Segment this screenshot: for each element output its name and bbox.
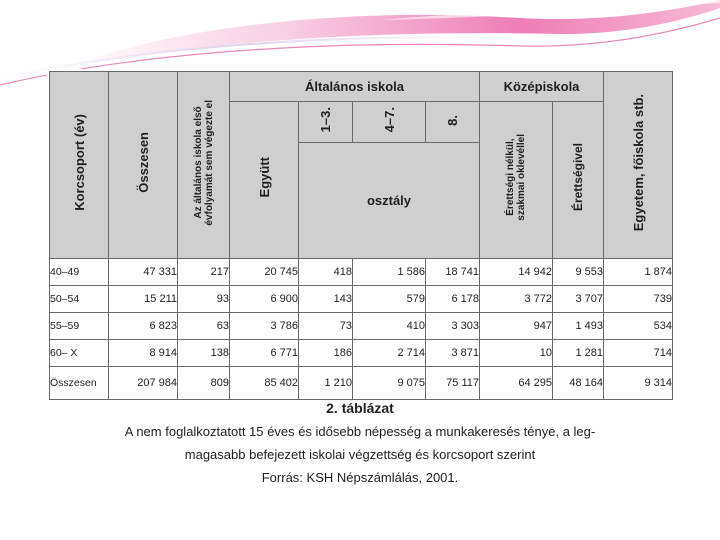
table-cell: 186 — [299, 340, 353, 367]
caption-source: Forrás: KSH Népszámlálás, 2001. — [261, 470, 459, 485]
table-cell: 47 331 — [109, 259, 178, 286]
header-egyetem: Egyetem, főiskola stb. — [604, 72, 673, 259]
table-cell: 579 — [353, 286, 426, 313]
header-osztaly-1-3: 1–3. — [299, 102, 353, 143]
table-cell: 1 586 — [353, 259, 426, 286]
table-cell: 6 771 — [230, 340, 299, 367]
caption-line-2: magasabb befejezett iskolai végzettség és korcsoport szerint — [184, 447, 536, 462]
table-cell: 9 314 — [604, 367, 673, 400]
table-row — [50, 313, 673, 340]
table-cell: 534 — [604, 313, 673, 340]
row-label: Összesen — [50, 367, 109, 400]
table-cell: 64 295 — [480, 367, 553, 400]
table-cell: 8 914 — [109, 340, 178, 367]
table-cell: 3 871 — [426, 340, 480, 367]
table-caption — [47, 396, 673, 489]
table-cell: 14 942 — [480, 259, 553, 286]
table-cell: 809 — [178, 367, 230, 400]
table-cell: 1 210 — [299, 367, 353, 400]
header-nem-vegezte-line2: évfolyamát sem végezte el — [203, 99, 215, 226]
header-nem-vegezte — [178, 72, 230, 259]
table-cell: 75 117 — [426, 367, 480, 400]
table-cell: 6 900 — [230, 286, 299, 313]
header-erettsegi-nelkul-line2: szakmai oklevéllel — [516, 134, 527, 221]
table-cell: 947 — [480, 313, 553, 340]
table-cell: 1 493 — [553, 313, 604, 340]
table-cell: 20 745 — [230, 259, 299, 286]
table-cell: 63 — [178, 313, 230, 340]
table-cell: 3 303 — [426, 313, 480, 340]
header-nem-vegezte-line1: Az általános iskola első — [192, 106, 204, 219]
table-cell: 3 772 — [480, 286, 553, 313]
row-label: 50–54 — [50, 286, 109, 313]
table-cell: 73 — [299, 313, 353, 340]
header-erettsegi-nelkul-line1: Érettségi nélkül, — [505, 138, 516, 217]
row-label: 60– X — [50, 340, 109, 367]
table-cell: 2 714 — [353, 340, 426, 367]
table-cell: 410 — [353, 313, 426, 340]
header-kozepiskola: Középiskola — [480, 72, 604, 102]
table-cell: 3 786 — [230, 313, 299, 340]
header-osszesen: Összesen — [109, 72, 178, 259]
caption-line-1: A nem foglalkoztatott 15 éves és idősebb népesség a munkakeresés ténye, a leg- — [124, 424, 596, 439]
table-cell: 138 — [178, 340, 230, 367]
table-body — [50, 259, 673, 400]
table-cell: 714 — [604, 340, 673, 367]
table-cell: 10 — [480, 340, 553, 367]
row-label: 55–59 — [50, 313, 109, 340]
row-label: 40–49 — [50, 259, 109, 286]
table-row — [50, 259, 673, 286]
table-cell: 48 164 — [553, 367, 604, 400]
table-cell: 207 984 — [109, 367, 178, 400]
header-korcsoport: Korcsoport (év) — [50, 72, 109, 259]
header-osztaly-4-7: 4–7. — [353, 102, 426, 143]
table-row — [50, 340, 673, 367]
table-cell: 1 874 — [604, 259, 673, 286]
header-altalanos-iskola: Általános iskola — [230, 72, 480, 102]
data-table — [49, 71, 673, 400]
table-cell: 143 — [299, 286, 353, 313]
scanned-table-document — [47, 69, 673, 499]
table-cell: 1 281 — [553, 340, 604, 367]
table-cell: 3 707 — [553, 286, 604, 313]
table-cell: 739 — [604, 286, 673, 313]
header-osztaly-8: 8. — [426, 102, 480, 143]
table-cell: 93 — [178, 286, 230, 313]
table-cell: 18 741 — [426, 259, 480, 286]
header-erettsegi-nelkul — [480, 102, 553, 259]
table-cell: 6 823 — [109, 313, 178, 340]
table-cell: 6 178 — [426, 286, 480, 313]
table-row — [50, 286, 673, 313]
table-cell: 15 211 — [109, 286, 178, 313]
table-cell: 217 — [178, 259, 230, 286]
table-cell: 85 402 — [230, 367, 299, 400]
header-egyutt: Együtt — [230, 102, 299, 259]
caption-title: 2. táblázat — [326, 400, 394, 416]
table-cell: 9 553 — [553, 259, 604, 286]
table-row-total — [50, 367, 673, 400]
header-osztaly: osztály — [299, 143, 480, 259]
table-cell: 9 075 — [353, 367, 426, 400]
header-erettsegivel: Érettségivel — [553, 102, 604, 259]
table-cell: 418 — [299, 259, 353, 286]
